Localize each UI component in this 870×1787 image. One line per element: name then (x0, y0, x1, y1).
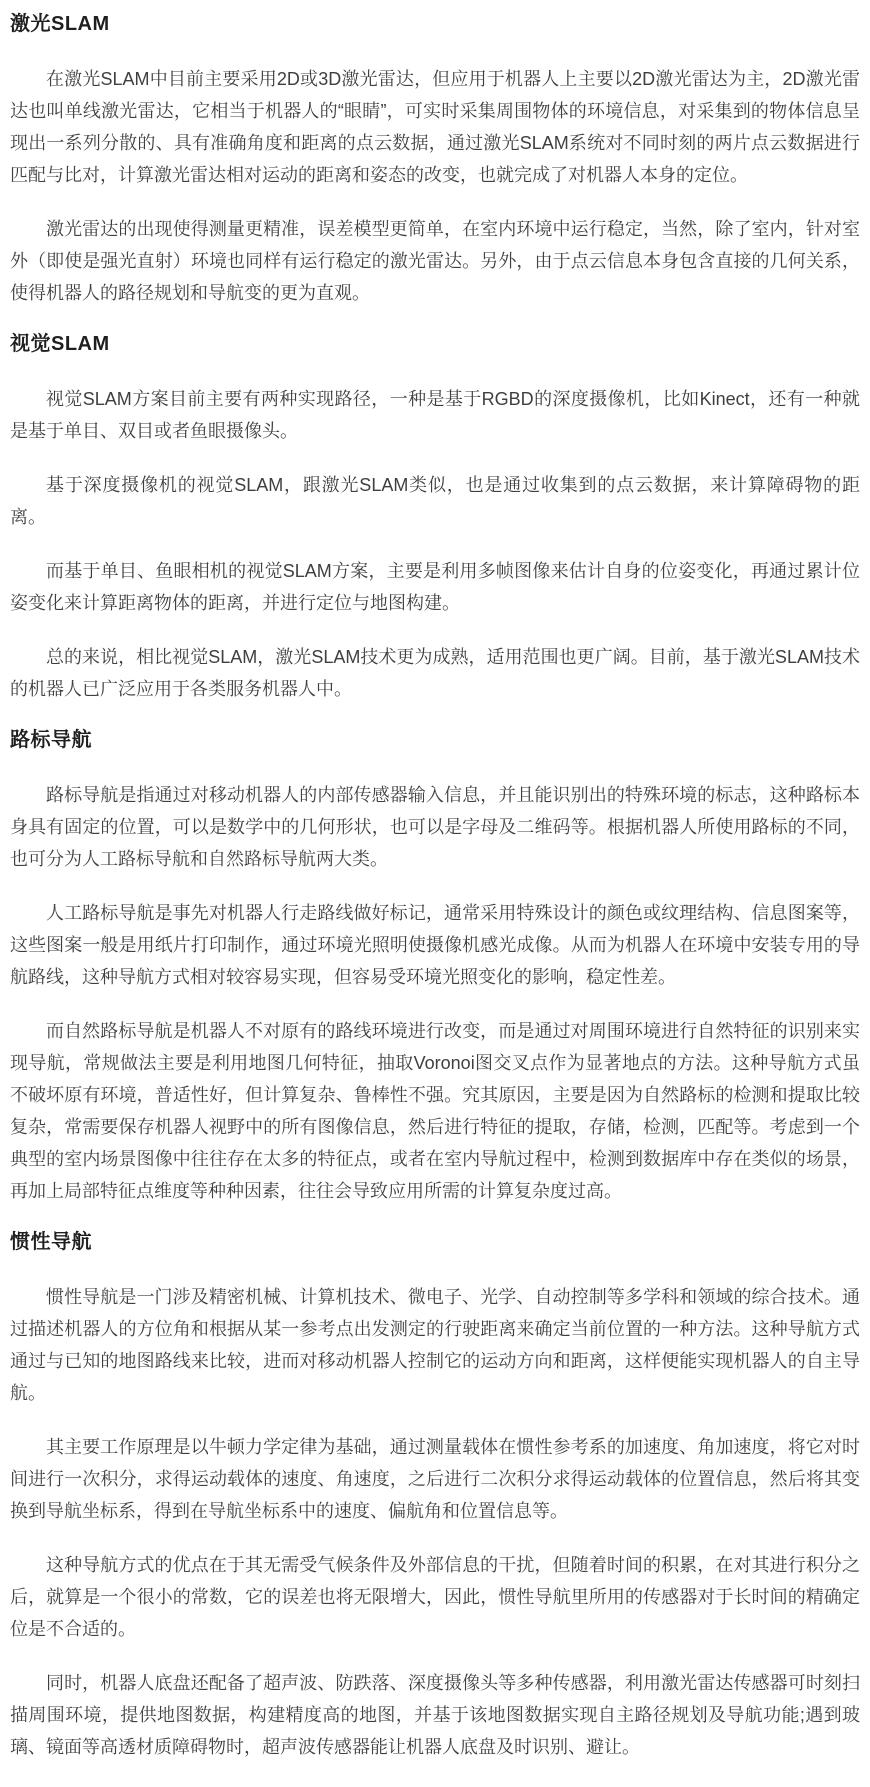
paragraph-landmark-navigation-3: 而自然路标导航是机器人不对原有的路线环境进行改变，而是通过对周围环境进行自然特征的识别来实现导航，常规做法主要是利用地图几何特征，抽取Voronoi图交叉点作为显著地点的方法。这种导航方式虽不破坏原有环境，普适性好，但计算复杂、鲁棒性不强。究其原因，主要是因为自然路标的检测和提取比较复杂，常需要保存机器人视野中的所有图像信息，然后进行特征的提取，存储，检测，匹配等。考虑到一个典型的室内场景图像中往往存在太多的特征点，或者在室内导航过程中，检测到数据库中存在类似的场景，再加上局部特征点维度等种种因素，往往会导致应用所需的计算复杂度过高。 (10, 1021, 860, 1201)
paragraph-landmark-navigation-2: 人工路标导航是事先对机器人行走路线做好标记，通常采用特殊设计的颜色或纹理结构、信息图案等，这些图案一般是用纸片打印制作，通过环境光照明使摄像机感光成像。从而为机器人在环境中安装专用的导航路线，这种导航方式相对较容易实现，但容易受环境光照变化的影响，稳定性差。 (10, 903, 860, 987)
section-visual-slam (10, 331, 860, 705)
paragraph-inertial-navigation-2: 其主要工作原理是以牛顿力学定律为基础，通过测量载体在惯性参考系的加速度、角加速度，将它对时间进行一次积分，求得运动载体的速度、角速度，之后进行二次积分求得运动载体的位置信息，然后将其变换到导航坐标系，得到在导航坐标系中的速度、偏航角和位置信息等。 (10, 1437, 860, 1521)
paragraph-inertial-navigation-3: 这种导航方式的优点在于其无需受气候条件及外部信息的干扰，但随着时间的积累，在对其进行积分之后，就算是一个很小的常数，它的误差也将无限增大，因此，惯性导航里所用的传感器对于长时间的精确定位是不合适的。 (10, 1555, 860, 1639)
paragraph-inertial-navigation-1: 惯性导航是一门涉及精密机械、计算机技术、微电子、光学、自动控制等多学科和领域的综合技术。通过描述机器人的方位角和根据从某一参考点出发测定的行驶距离来确定当前位置的一种方法。这种导航方式通过与已知的地图路线来比较，进而对移动机器人控制它的运动方向和距离，这样便能实现机器人的自主导航。 (10, 1287, 860, 1403)
section-heading-visual-slam: 视觉SLAM (10, 333, 110, 355)
paragraph-visual-slam-3: 而基于单目、鱼眼相机的视觉SLAM方案，主要是利用多帧图像来估计自身的位姿变化，再通过累计位姿变化来计算距离物体的距离，并进行定位与地图构建。 (10, 561, 860, 613)
paragraph-laser-slam-1: 在激光SLAM中目前主要采用2D或3D激光雷达，但应用于机器人上主要以2D激光雷达为主，2D激光雷达也叫单线激光雷达，它相当于机器人的“眼睛”，可实时采集周围物体的环境信息，对采集到的物体信息呈现出一系列分散的、具有准确角度和距离的点云数据，通过激光SLAM系统对不同时刻的两片点云数据进行匹配与比对，计算激光雷达相对运动的距离和姿态的改变，也就完成了对机器人本身的定位。 (10, 69, 860, 185)
paragraph-visual-slam-1: 视觉SLAM方案目前主要有两种实现路径，一种是基于RGBD的深度摄像机，比如Kinect，还有一种就是基于单目、双目或者鱼眼摄像头。 (10, 389, 860, 441)
section-heading-laser-slam: 激光SLAM (10, 13, 110, 35)
paragraph-visual-slam-2: 基于深度摄像机的视觉SLAM，跟激光SLAM类似，也是通过收集到的点云数据，来计算障碍物的距离。 (10, 475, 860, 527)
section-heading-inertial-navigation: 惯性导航 (10, 1231, 92, 1253)
section-heading-landmark-navigation: 路标导航 (10, 729, 92, 751)
paragraph-landmark-navigation-1: 路标导航是指通过对移动机器人的内部传感器输入信息，并且能识别出的特殊环境的标志，这种路标本身具有固定的位置，可以是数学中的几何形状，也可以是字母及二维码等。根据机器人所使用路标的不同，也可分为人工路标导航和自然路标导航两大类。 (10, 785, 860, 869)
section-landmark-navigation (10, 727, 860, 1207)
article (10, 11, 860, 1763)
section-inertial-navigation (10, 1229, 860, 1763)
paragraph-visual-slam-4: 总的来说，相比视觉SLAM，激光SLAM技术更为成熟，适用范围也更广阔。目前，基于激光SLAM技术的机器人已广泛应用于各类服务机器人中。 (10, 647, 860, 699)
section-laser-slam (10, 11, 860, 309)
paragraph-laser-slam-2: 激光雷达的出现使得测量更精准，误差模型更简单，在室内环境中运行稳定，当然，除了室内，针对室外（即使是强光直射）环境也同样有运行稳定的激光雷达。另外，由于点云信息本身包含直接的几何关系，使得机器人的路径规划和导航变的更为直观。 (10, 219, 860, 303)
paragraph-inertial-navigation-4: 同时，机器人底盘还配备了超声波、防跌落、深度摄像头等多种传感器，利用激光雷达传感器可时刻扫描周围环境，提供地图数据，构建精度高的地图，并基于该地图数据实现自主路径规划及导航功能;遇到玻璃、镜面等高透材质障碍物时，超声波传感器能让机器人底盘及时识别、避让。 (10, 1673, 860, 1757)
